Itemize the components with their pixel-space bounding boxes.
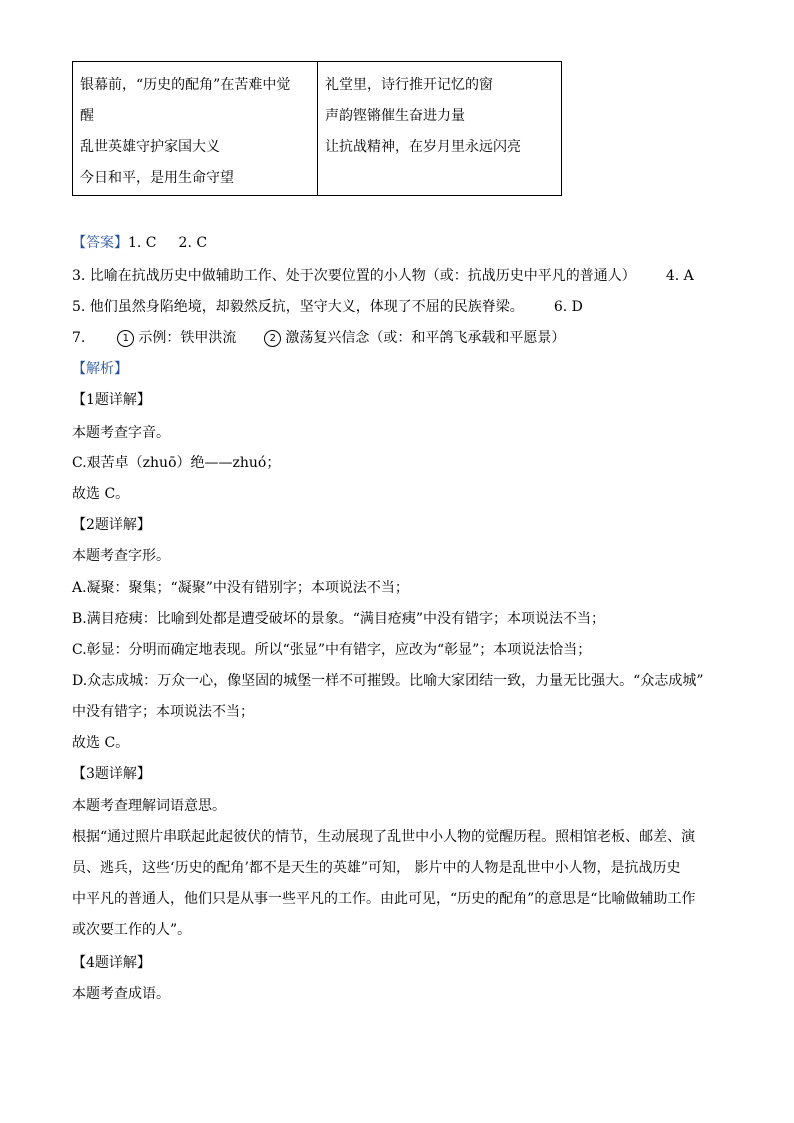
q2-line-1: 本题考查字形。 bbox=[72, 548, 170, 564]
poem-line: 乱世英雄守护家国大义 bbox=[80, 139, 220, 155]
answer-5: 5. 他们虽然身陷绝境，却毅然反抗，坚守大义，体现了不屈的民族脊梁。 bbox=[72, 299, 524, 315]
answer-label: 【答案】 bbox=[72, 235, 128, 251]
answer-row-2 bbox=[72, 266, 694, 286]
q2-line-7: 故选 C。 bbox=[72, 735, 130, 751]
poem-left-column bbox=[73, 62, 318, 195]
poem-table bbox=[72, 61, 562, 196]
circled-number-1: 1 bbox=[117, 330, 134, 347]
q2-line-5: D.众志成城：万众一心，像坚固的城堡一样不可摧毁。比喻大家团结一致，力量无比强大。“众志成城” bbox=[72, 673, 704, 689]
q2-line-2: A.凝聚：聚集；“凝聚”中没有错别字；本项说法不当； bbox=[72, 580, 409, 596]
q2-line-4: C.彰显：分明而确定地表现。所以“张显”中有错字，应改为“彰显”；本项说法恰当； bbox=[72, 642, 592, 658]
circled-number-2: 2 bbox=[264, 330, 281, 347]
answer-row-1 bbox=[72, 233, 207, 253]
answer-3: 3. 比喻在抗战历史中做辅助工作、处于次要位置的小人物（或：抗战历史中平凡的普通人） bbox=[72, 268, 636, 284]
q1-heading: 【1题详解】 bbox=[72, 392, 151, 408]
answer-7-number: 7. bbox=[72, 330, 86, 346]
q3-line-5: 或次要工作的人”。 bbox=[72, 922, 192, 938]
poem-line: 礼堂里，诗行推开记忆的窗 bbox=[325, 77, 493, 93]
q1-line-2: C.艰苦卓（zhuō）绝——zhuó； bbox=[72, 455, 281, 471]
poem-right-column bbox=[318, 62, 561, 195]
answer-row-4 bbox=[72, 328, 565, 348]
answer-2: 2. C bbox=[178, 235, 208, 251]
q3-line-1: 本题考查理解词语意思。 bbox=[72, 798, 226, 814]
q4-line-1: 本题考查成语。 bbox=[72, 986, 170, 1002]
poem-line: 银幕前，“历史的配角”在苦难中觉 bbox=[80, 77, 291, 93]
q1-line-3: 故选 C。 bbox=[72, 486, 130, 502]
q1-line-1: 本题考查字音。 bbox=[72, 425, 170, 441]
q4-heading: 【4题详解】 bbox=[72, 955, 151, 971]
poem-line: 让抗战精神，在岁月里永远闪亮 bbox=[325, 139, 521, 155]
q3-heading: 【3题详解】 bbox=[72, 766, 151, 782]
q2-heading: 【2题详解】 bbox=[72, 517, 151, 533]
answer-7-part-1: 示例：铁甲洪流 bbox=[138, 330, 237, 346]
q3-line-3: 员、逃兵，这些‘历史的配角’都不是天生的英雄”可知， 影片中的人物是乱世中小人物，是抗战历史 bbox=[72, 860, 681, 876]
answer-7-part-2: 激荡复兴信念（或：和平鸽飞承载和平愿景） bbox=[285, 330, 566, 346]
answer-4: 4. A bbox=[665, 268, 694, 284]
poem-line: 今日和平，是用生命守望 bbox=[80, 170, 234, 186]
q2-line-6: 中没有错字；本项说法不当； bbox=[72, 704, 254, 720]
poem-line: 醒 bbox=[80, 108, 94, 124]
analysis-label: 【解析】 bbox=[72, 361, 128, 377]
answer-1: 1. C bbox=[128, 235, 157, 251]
poem-line: 声韵铿锵催生奋进力量 bbox=[325, 108, 465, 124]
q3-line-4: 中平凡的普通人，他们只是从事一些平凡的工作。由此可见，“历史的配角”的意思是“比喻做辅助工作 bbox=[72, 891, 696, 907]
q2-line-3: B.满目疮痍：比喻到处都是遭受破坏的景象。“满目疮痍”中没有错字；本项说法不当； bbox=[72, 611, 606, 627]
answer-row-3 bbox=[72, 297, 583, 317]
q3-line-2: 根据“通过照片串联起此起彼伏的情节，生动展现了乱世中小人物的觉醒历程。照相馆老板、邮差、演 bbox=[72, 829, 696, 845]
answer-6: 6. D bbox=[553, 299, 583, 315]
